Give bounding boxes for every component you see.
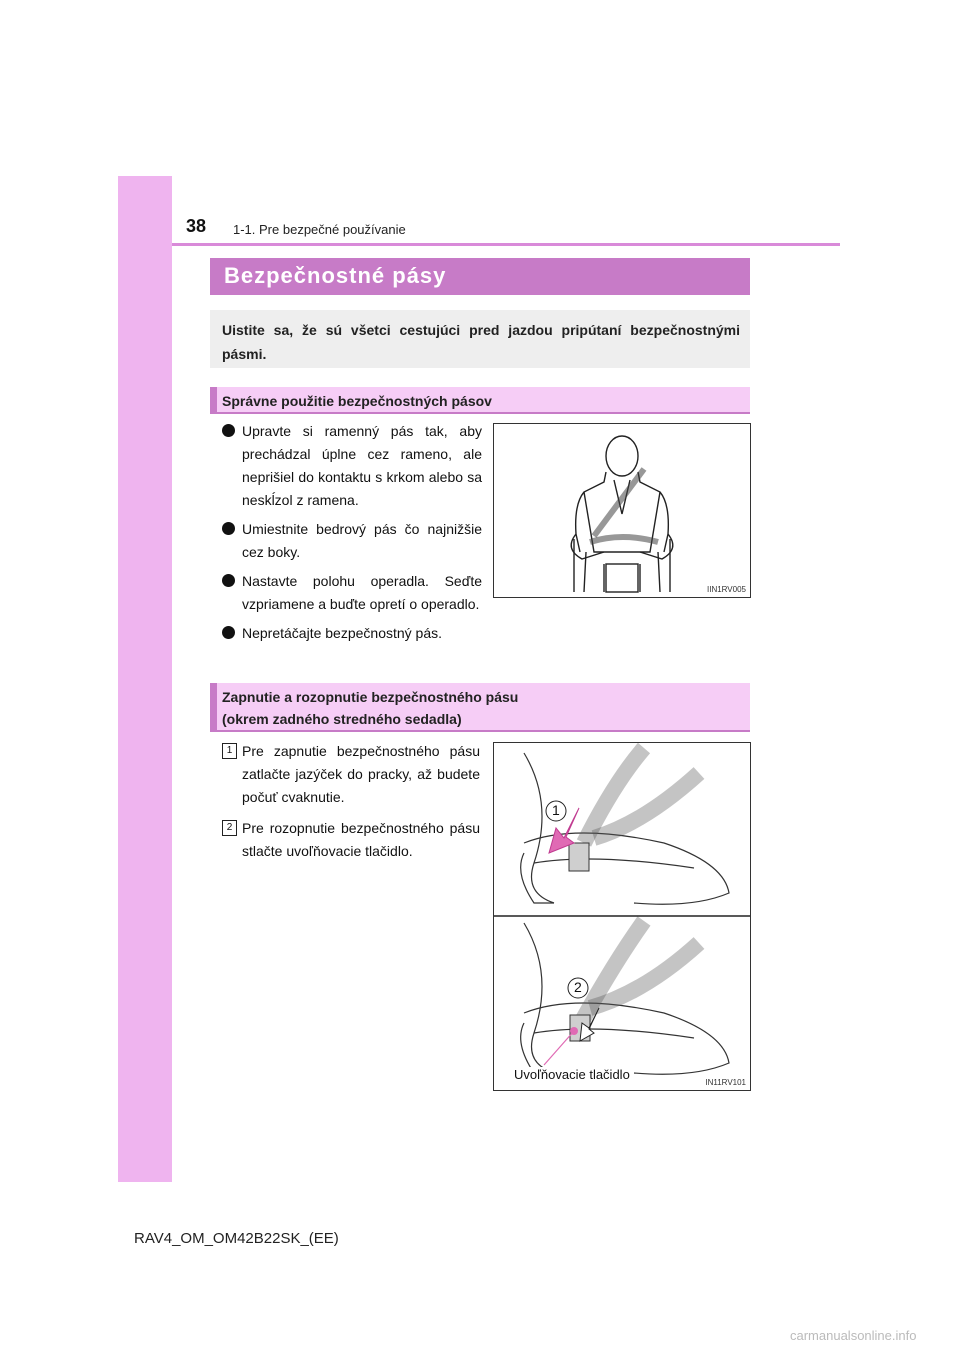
bullet-icon bbox=[222, 626, 235, 639]
page-number: 38 bbox=[186, 216, 207, 236]
figure-code: IIN1RV005 bbox=[707, 585, 746, 594]
step-number: 2 bbox=[222, 820, 237, 836]
watermark: carmanualsonline.info bbox=[790, 1328, 917, 1343]
list-item: Umiestnite bedrový pás čo najnižšie cez boky. bbox=[222, 518, 482, 564]
bullet-list bbox=[222, 420, 482, 651]
list-item: Upravte si ramenný pás tak, aby prechádzal úplne cez rameno, ale neprišiel do kontaktu s krkom alebo sa neskĺzol z ramena. bbox=[222, 420, 482, 512]
release-button-label: Uvoľňovacie tlačidlo bbox=[514, 1067, 630, 1082]
intro-text: Uistite sa, že sú všetci cestujúci pred jazdou pripútaní bezpečnostnými pásmi. bbox=[222, 322, 740, 362]
callout-2: 2 bbox=[574, 979, 582, 995]
figure-code: IN11RV101 bbox=[705, 1078, 746, 1087]
step-list bbox=[222, 740, 480, 871]
subheading-correct-use: Správne použitie bezpečnostných pásov bbox=[222, 393, 492, 409]
side-color-band bbox=[118, 176, 172, 1182]
page-title: Bezpečnostné pásy bbox=[224, 263, 447, 288]
subheading-fasten: Zapnutie a rozopnutie bezpečnostného pásu (okrem zadného stredného sedadla) bbox=[222, 689, 519, 727]
list-item: 2 Pre rozopnutie bezpečnostného pásu stlačte uvoľňovacie tlačidlo. bbox=[222, 817, 480, 863]
bullet-icon bbox=[222, 522, 235, 535]
bullet-icon bbox=[222, 574, 235, 587]
callout-1: 1 bbox=[552, 802, 560, 818]
list-item: Nepretáčajte bezpečnostný pás. bbox=[222, 622, 482, 645]
bullet-icon bbox=[222, 424, 235, 437]
footer-code: RAV4_OM_OM42B22SK_(EE) bbox=[134, 1230, 339, 1247]
figure-buckle bbox=[493, 742, 751, 1091]
figure-seated-occupant bbox=[493, 423, 751, 598]
header-rule bbox=[172, 243, 840, 246]
list-item: Nastavte polohu operadla. Seďte vzpriamene a buďte opretí o operadlo. bbox=[222, 570, 482, 616]
step-number: 1 bbox=[222, 743, 237, 759]
section-header: 1-1. Pre bezpečné používanie bbox=[233, 222, 406, 237]
buckle-illustration bbox=[494, 743, 750, 1090]
list-item: 1 Pre zapnutie bezpečnostného pásu zatlačte jazýček do pracky, až budete počuť cvaknutie. bbox=[222, 740, 480, 809]
seated-occupant-illustration bbox=[494, 424, 750, 597]
